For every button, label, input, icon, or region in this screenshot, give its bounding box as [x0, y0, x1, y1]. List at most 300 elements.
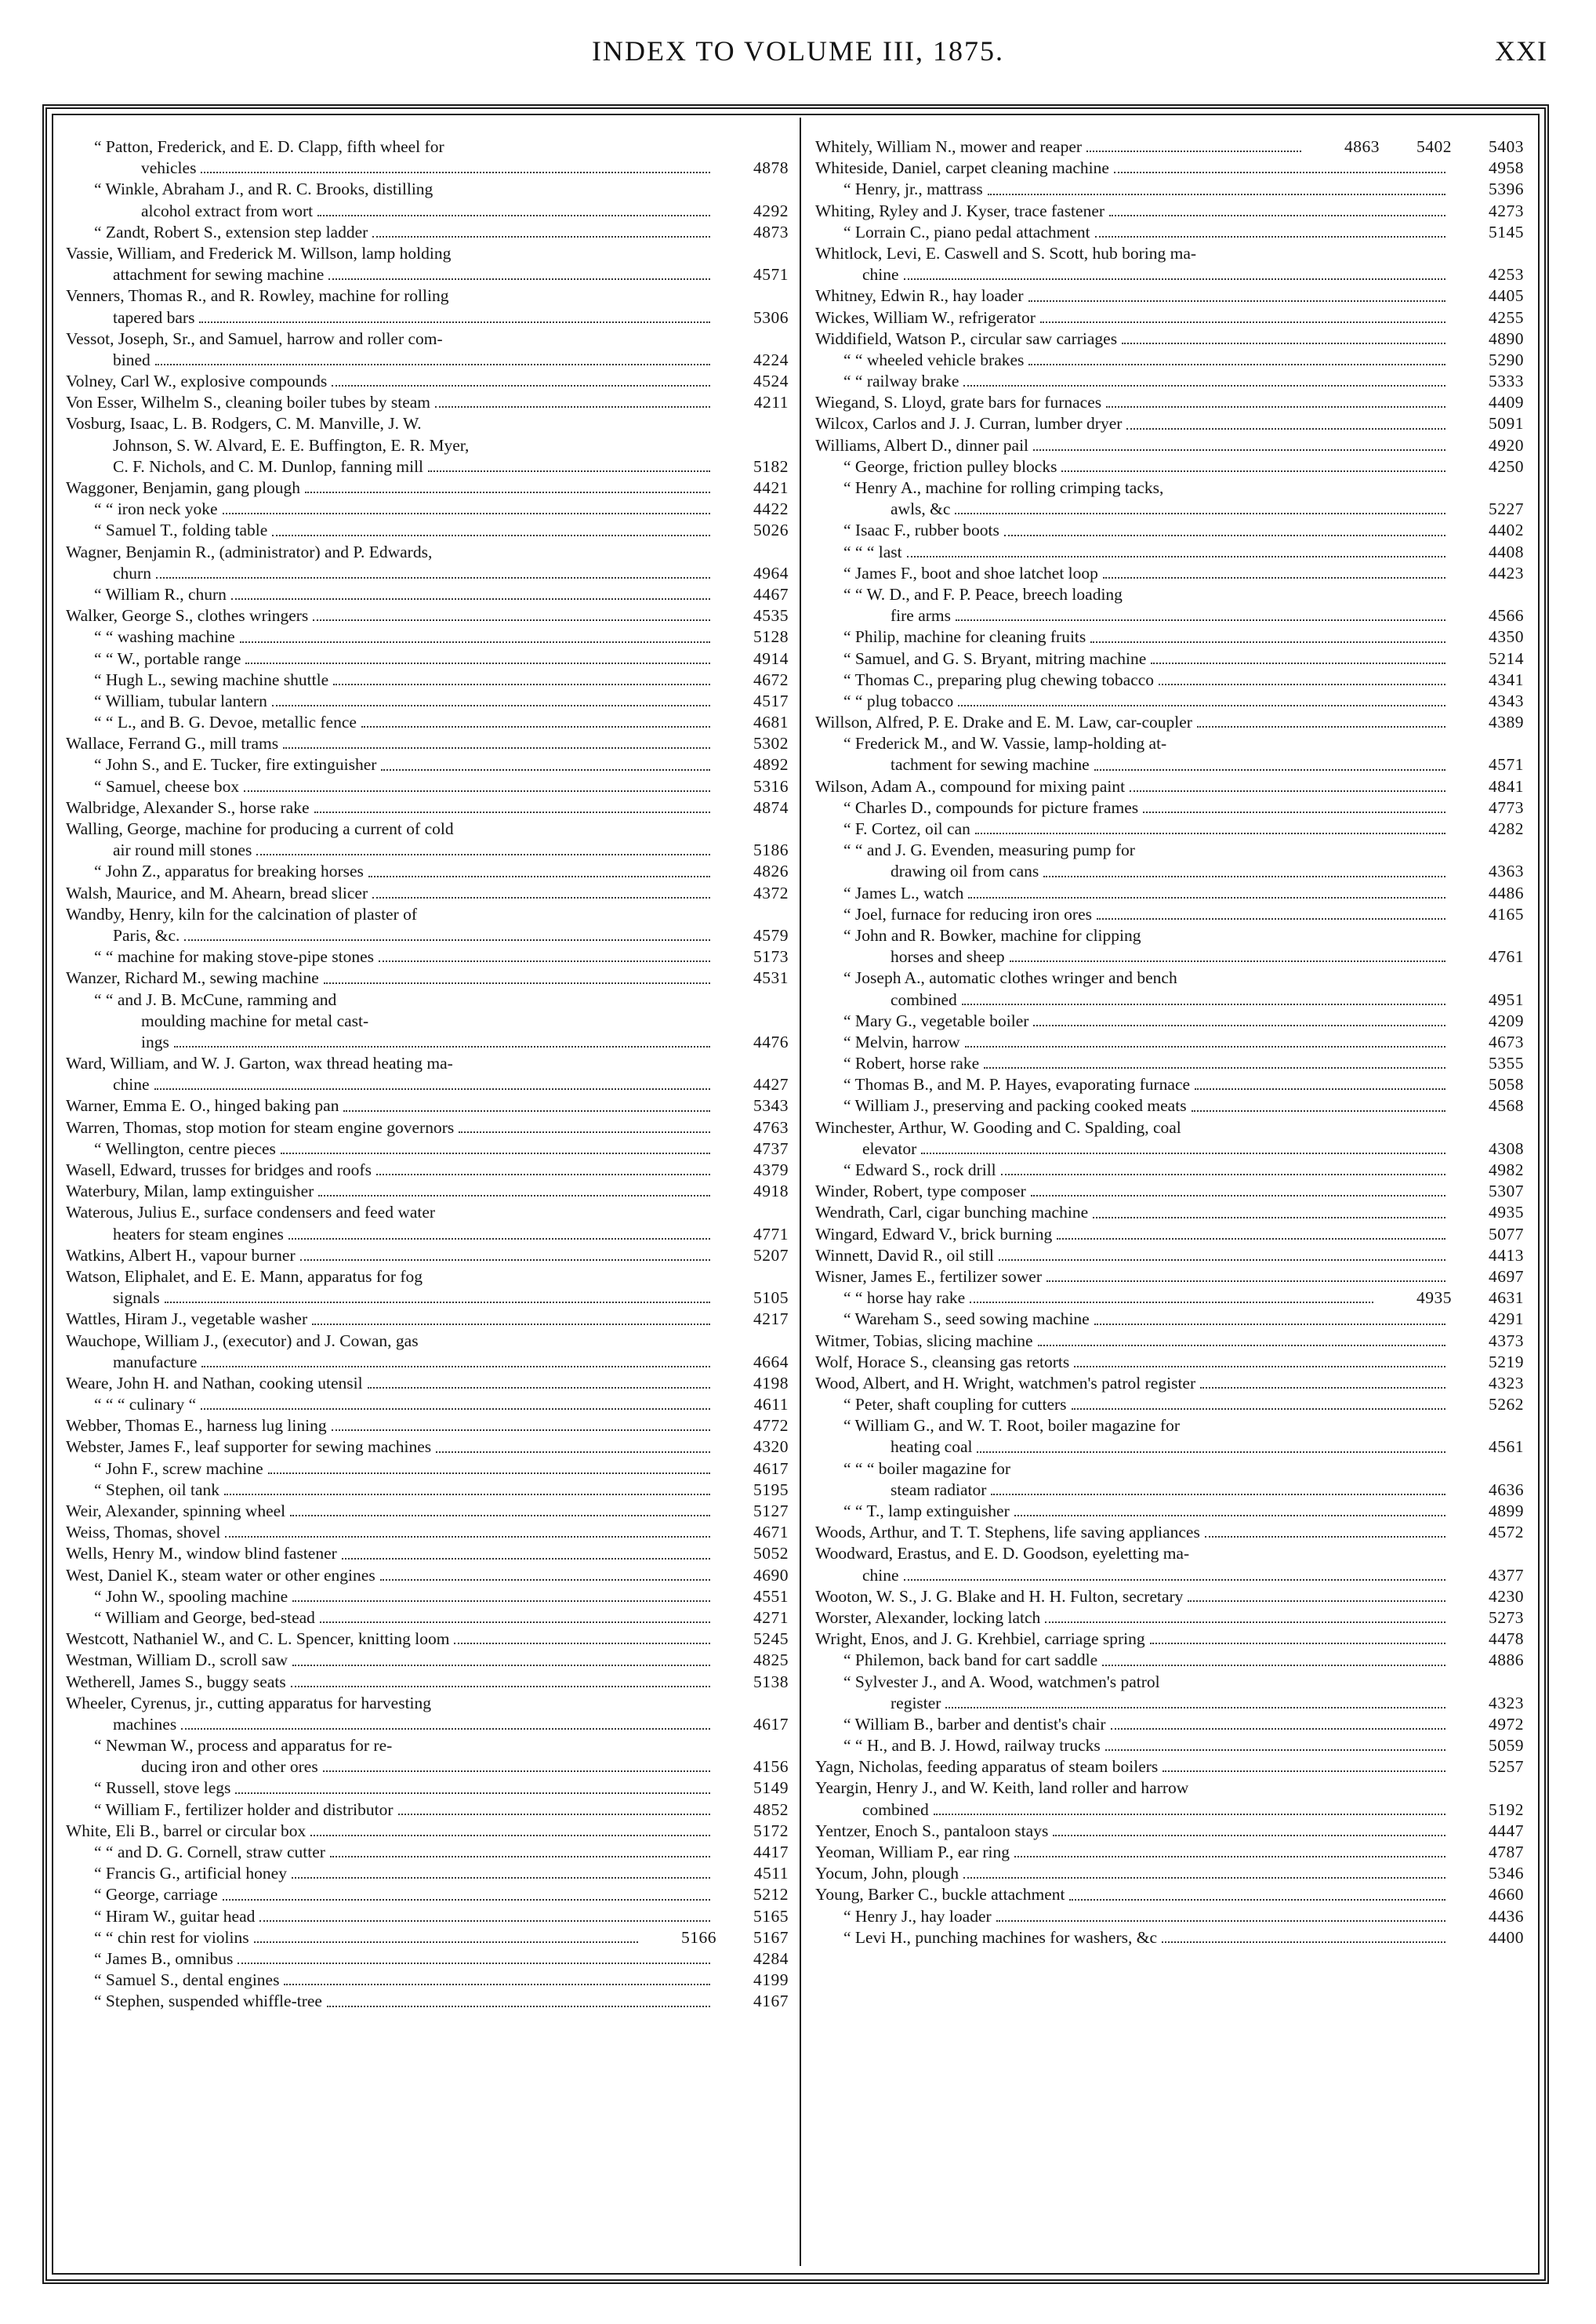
leader-dots — [996, 1245, 1450, 1266]
entry-text: Weiss, Thomas, shovel — [66, 1523, 221, 1542]
entry-text: “ Stephen, oil tank — [94, 1480, 220, 1499]
entry-text: Wilson, Adam A., compound for mixing paint — [815, 776, 1126, 796]
entry-text: Worster, Alexander, locking latch — [815, 1607, 1041, 1627]
entry-text: Woods, Arthur, and T. T. Stephens, life saving appliances — [815, 1523, 1200, 1542]
index-entry-line — [66, 1501, 789, 1522]
index-entry — [815, 1011, 1524, 1032]
index-entry-line — [815, 733, 1524, 754]
patent-number: 4571 — [1489, 755, 1524, 775]
leader-dots — [222, 1522, 715, 1543]
leader-dots — [196, 307, 715, 329]
index-column-right — [815, 136, 1524, 2269]
leader-dots — [161, 1287, 715, 1309]
index-entry — [815, 201, 1524, 222]
patent-number: 4413 — [1489, 1245, 1524, 1265]
index-entry — [815, 1160, 1524, 1181]
entry-text: Webster, James F., leaf supporter for sewing machines — [66, 1437, 432, 1457]
patent-number: 5105 — [753, 1288, 789, 1308]
index-entry — [815, 1309, 1524, 1330]
index-entry — [815, 1714, 1524, 1735]
index-entry-line — [66, 499, 789, 520]
index-entry-line — [66, 1352, 789, 1373]
index-entry — [815, 1650, 1524, 1671]
entry-text: Wandby, Henry, kiln for the calcination of plaster of — [66, 904, 418, 924]
index-entry-line — [66, 1735, 789, 1756]
index-entry-line — [66, 1522, 789, 1543]
patent-number: 4566 — [1489, 606, 1524, 626]
entry-text: “ Wareham S., seed sowing machine — [843, 1309, 1090, 1329]
leader-dots — [178, 1714, 715, 1735]
entry-text: Wooton, W. S., J. G. Blake and H. H. Fulton, secretary — [815, 1586, 1184, 1606]
index-entry-line — [66, 1586, 789, 1607]
index-entry-line — [815, 435, 1524, 456]
entry-text: heating coal — [890, 1437, 973, 1457]
patent-number: 5403 — [1489, 137, 1524, 156]
entry-text: “ Robert, horse rake — [843, 1054, 980, 1073]
patent-number: 4852 — [753, 1799, 789, 1819]
entry-text: Wattles, Hiram J., vegetable washer — [66, 1309, 308, 1329]
index-entry — [815, 542, 1524, 563]
patent-number: 4964 — [753, 563, 789, 583]
leader-dots — [1071, 1352, 1450, 1373]
entry-text: moulding machine for metal cast- — [141, 1011, 369, 1030]
index-entry — [66, 1884, 789, 1905]
index-entry — [815, 1181, 1524, 1202]
leader-dots — [251, 1927, 643, 1948]
entry-text: Wiegand, S. Lloyd, grate bars for furnaces — [815, 393, 1102, 412]
entry-text: “ William, tubular lantern — [94, 691, 267, 710]
index-entry-line — [66, 1224, 789, 1245]
entry-text: “ Joel, furnace for reducing iron ores — [843, 904, 1092, 924]
index-entry-line — [66, 201, 789, 222]
entry-text: “ “ “ culinary “ — [94, 1395, 197, 1414]
entry-text: bined — [113, 350, 151, 369]
index-entry-line — [815, 307, 1524, 329]
leader-dots — [1147, 1629, 1450, 1650]
index-entry — [815, 626, 1524, 648]
index-entry — [66, 819, 789, 861]
index-entry-line — [66, 136, 789, 158]
index-entry — [66, 754, 789, 775]
leader-dots — [1184, 1586, 1450, 1607]
entry-text: “ Stephen, suspended whiffle-tree — [94, 1992, 322, 2011]
patent-number: 4920 — [1489, 435, 1524, 455]
leader-dots — [378, 754, 715, 775]
patent-number: 4524 — [753, 372, 789, 391]
leader-dots — [198, 158, 715, 179]
index-entry-line — [815, 584, 1524, 605]
leader-dots — [310, 605, 715, 626]
index-entry — [66, 584, 789, 605]
index-entry-line — [66, 861, 789, 882]
index-entry-line — [66, 1799, 789, 1821]
leader-dots — [320, 1756, 715, 1777]
leader-dots — [1123, 413, 1450, 434]
entry-text: vehicles — [141, 158, 197, 178]
patent-number: 4273 — [1489, 201, 1524, 220]
index-entry — [66, 670, 789, 691]
patent-number: 5091 — [1489, 414, 1524, 434]
index-entry — [66, 1586, 789, 1607]
leader-dots — [1188, 1095, 1450, 1117]
patent-number: 4890 — [1489, 329, 1524, 348]
index-entry — [815, 797, 1524, 819]
patent-number: 5333 — [1489, 372, 1524, 391]
entry-text: ducing iron and other ores — [141, 1757, 318, 1777]
entry-text: Vessot, Joseph, Sr., and Samuel, harrow and roller com- — [66, 329, 443, 348]
index-entry-line — [815, 350, 1524, 371]
patent-number: 4217 — [753, 1309, 789, 1329]
leader-dots — [314, 201, 715, 222]
patent-number: 5307 — [1489, 1182, 1524, 1201]
index-entry-line — [66, 1032, 789, 1053]
index-entry — [66, 1181, 789, 1202]
index-entry — [66, 1245, 789, 1266]
leader-dots — [1094, 904, 1450, 925]
index-entry-line — [66, 1266, 789, 1287]
leader-dots — [955, 691, 1450, 712]
index-entry-line — [66, 712, 789, 733]
index-entry — [815, 1202, 1524, 1223]
leader-dots — [981, 1053, 1450, 1074]
leader-dots — [901, 264, 1450, 285]
patent-number: 4636 — [1489, 1480, 1524, 1499]
leader-dots — [340, 1095, 715, 1117]
leader-dots — [1159, 1927, 1450, 1948]
leader-dots — [1197, 1373, 1450, 1394]
index-entry-line — [815, 1032, 1524, 1053]
patent-number: 5165 — [753, 1906, 789, 1926]
patent-number: 4230 — [1489, 1586, 1524, 1606]
entry-text: Winnett, David R., oil still — [815, 1245, 994, 1265]
index-entry — [66, 1436, 789, 1458]
index-entry-line — [66, 158, 789, 179]
entry-text: “ Philemon, back band for cart saddle — [843, 1650, 1098, 1670]
entry-text: Yagn, Nicholas, feeding apparatus of steam boilers — [815, 1757, 1159, 1777]
entry-text: “ “ wheeled vehicle brakes — [843, 350, 1025, 369]
patent-number: 5214 — [1489, 648, 1524, 668]
index-entry-line — [815, 1799, 1524, 1821]
entry-text: Walling, George, machine for producing a current of cold — [66, 819, 454, 838]
patent-number: 4572 — [1489, 1523, 1524, 1542]
index-entry-line — [66, 392, 789, 413]
entry-text: Willson, Alfred, P. E. Drake and E. M. Law, car-coupler — [815, 713, 1192, 732]
patent-number: 4379 — [753, 1160, 789, 1179]
index-entry — [66, 990, 789, 1054]
patent-number: 4918 — [753, 1182, 789, 1201]
patent-number: 4422 — [753, 499, 789, 519]
index-entry-line — [815, 1373, 1524, 1394]
entry-text: West, Daniel K., steam water or other engines — [66, 1565, 375, 1585]
patent-number: 4826 — [753, 862, 789, 881]
patent-number: 5212 — [753, 1885, 789, 1905]
index-entry — [66, 1095, 789, 1117]
patent-number: 5290 — [1489, 350, 1524, 369]
index-entry-line — [66, 413, 789, 434]
leader-dots — [365, 861, 715, 882]
patent-number: 4282 — [1489, 819, 1524, 838]
entry-text: “ “ and D. G. Cornell, straw cutter — [94, 1843, 325, 1861]
patent-number: 5145 — [1489, 222, 1524, 241]
leader-dots — [1108, 1714, 1450, 1735]
entry-text: “ Sylvester J., and A. Wood, watchmen's patrol — [843, 1672, 1160, 1691]
index-entry — [66, 1970, 789, 1991]
patent-number: 5346 — [1489, 1864, 1524, 1883]
index-entry-line — [815, 563, 1524, 584]
patent-number: 4427 — [753, 1075, 789, 1095]
entry-text: Wallace, Ferrand G., mill trams — [66, 734, 279, 753]
index-entry — [815, 1331, 1524, 1352]
index-entry — [815, 1777, 1524, 1820]
patent-number: 4405 — [1489, 286, 1524, 306]
patent-number: 4568 — [1489, 1096, 1524, 1116]
entry-text: Winchester, Arthur, W. Gooding and C. Spalding, coal — [815, 1117, 1181, 1137]
leader-dots — [1091, 1309, 1450, 1330]
patent-number: 4697 — [1489, 1266, 1524, 1286]
index-entry-line — [815, 861, 1524, 882]
index-entry-line — [815, 1565, 1524, 1586]
index-entry-line — [66, 1373, 789, 1394]
entry-text: “ William G., and W. T. Root, boiler magazine for — [843, 1416, 1181, 1436]
index-entry — [66, 478, 789, 499]
index-entry — [815, 733, 1524, 775]
index-entry-line — [815, 1074, 1524, 1095]
index-entry — [66, 1522, 789, 1543]
entry-text: “ Hiram W., guitar head — [94, 1906, 256, 1926]
entry-text: Yocum, John, plough — [815, 1864, 959, 1883]
index-entry — [66, 520, 789, 541]
index-entry-line — [66, 1053, 789, 1074]
patent-number: 4617 — [753, 1458, 789, 1478]
entry-text: “ “ horse hay rake — [843, 1288, 966, 1308]
patent-number: 4421 — [753, 478, 789, 497]
patent-number: 4863 — [1344, 137, 1380, 156]
index-entry-line — [815, 1693, 1524, 1714]
index-entry-line — [815, 243, 1524, 264]
index-entry — [66, 691, 789, 712]
patent-number: 4825 — [753, 1650, 789, 1670]
index-entry-line — [815, 1629, 1524, 1650]
index-entry-line — [815, 1224, 1524, 1245]
leader-dots — [1102, 1735, 1450, 1756]
index-entry — [66, 1415, 789, 1436]
leader-dots — [1066, 1884, 1450, 1905]
leader-dots — [198, 1352, 715, 1373]
entry-text: Wauchope, William J., (executor) and J. Cowan, gas — [66, 1331, 419, 1350]
entry-text: “ “ iron neck yoke — [94, 499, 218, 519]
index-entry-line — [66, 179, 789, 200]
index-entry — [815, 1927, 1524, 1948]
patent-number: 5182 — [753, 456, 789, 476]
entry-text: “ George, friction pulley blocks — [843, 456, 1057, 476]
entry-text: attachment for sewing machine — [113, 265, 325, 285]
index-entry-line — [66, 1821, 789, 1842]
index-entry — [815, 520, 1524, 541]
index-entry — [815, 1352, 1524, 1373]
index-entry-line — [66, 285, 789, 307]
leader-dots — [972, 819, 1450, 840]
index-entry-line — [66, 1629, 789, 1650]
entry-text: Whiting, Ryley and J. Kyser, trace fastener — [815, 201, 1105, 220]
entry-text: tachment for sewing machine — [890, 755, 1090, 775]
leader-dots — [281, 1970, 715, 1991]
index-entry — [66, 1777, 789, 1799]
entry-text: Wetherell, James S., buggy seats — [66, 1672, 286, 1691]
index-entry-line — [815, 542, 1524, 563]
index-entry-line — [815, 925, 1524, 946]
entry-text: “ Levi H., punching machines for washers, &c — [843, 1927, 1158, 1947]
entry-text: Wells, Henry M., window blind fastener — [66, 1544, 337, 1563]
patent-number: 4320 — [753, 1437, 789, 1457]
patent-number: 4165 — [1489, 904, 1524, 924]
entry-text: Paris, &c. — [113, 925, 180, 945]
index-entry — [66, 1842, 789, 1863]
patent-number: 4935 — [1489, 1203, 1524, 1222]
leader-dots — [1050, 1821, 1450, 1842]
leader-dots — [1054, 1224, 1450, 1245]
leader-dots — [1103, 392, 1450, 413]
entry-text: fire arms — [890, 606, 952, 626]
index-entry — [66, 1331, 789, 1373]
leader-dots — [1025, 285, 1450, 307]
index-entry-line — [815, 1650, 1524, 1671]
leader-dots — [1001, 520, 1450, 541]
leader-dots — [967, 1287, 1378, 1309]
patent-number: 4899 — [1489, 1502, 1524, 1520]
index-entry-line — [66, 1287, 789, 1309]
index-entry — [815, 307, 1524, 329]
patent-number: 4878 — [753, 158, 789, 178]
patent-number: 5245 — [753, 1629, 789, 1649]
index-entry — [66, 329, 789, 371]
entry-text: White, Eli B., barrel or circular box — [66, 1821, 307, 1840]
entry-text: “ F. Cortez, oil can — [843, 819, 970, 838]
index-entry-line — [66, 1458, 789, 1480]
page-number: XXI — [1495, 35, 1547, 67]
index-entry-line — [66, 670, 789, 691]
index-entry-line — [815, 946, 1524, 968]
patent-number: 4476 — [753, 1032, 789, 1051]
index-entry-line — [66, 1095, 789, 1117]
leader-dots — [942, 1693, 1450, 1714]
index-entry — [815, 1629, 1524, 1650]
index-entry — [66, 1863, 789, 1884]
patent-number: 4914 — [753, 648, 789, 668]
entry-text: machines — [113, 1714, 177, 1734]
index-entry — [66, 542, 789, 584]
index-entry — [66, 1672, 789, 1693]
patent-number: 5128 — [753, 627, 789, 647]
leader-dots — [918, 1138, 1450, 1160]
index-entry — [66, 1394, 789, 1415]
index-entry-line — [815, 1821, 1524, 1842]
patent-number: 4631 — [1489, 1288, 1524, 1308]
entry-text: Wright, Enos, and J. G. Krehbiel, carriage spring — [815, 1629, 1145, 1649]
patent-number: 4561 — [1489, 1437, 1524, 1457]
index-entry — [66, 605, 789, 626]
index-entry-line — [66, 1927, 789, 1948]
index-entry — [66, 499, 789, 520]
index-entry-line — [66, 1650, 789, 1671]
index-entry-line — [66, 1309, 789, 1330]
patent-number: 5077 — [1489, 1224, 1524, 1244]
index-entry — [815, 883, 1524, 904]
leader-dots — [228, 584, 715, 605]
index-entry-line — [66, 371, 789, 392]
index-entry-line — [815, 1011, 1524, 1032]
index-entry-line — [66, 1415, 789, 1436]
leader-dots — [952, 499, 1450, 520]
leader-dots — [328, 371, 715, 392]
index-entry — [815, 179, 1524, 200]
index-entry — [815, 1842, 1524, 1863]
index-entry — [815, 1884, 1524, 1905]
index-entry-line — [815, 670, 1524, 691]
index-entry — [66, 1501, 789, 1522]
index-entry-line — [815, 1884, 1524, 1905]
patent-number: 4402 — [1489, 521, 1524, 540]
patent-number: 5149 — [753, 1778, 789, 1798]
leader-dots — [321, 968, 715, 989]
index-entry — [66, 1117, 789, 1138]
index-entry — [815, 670, 1524, 691]
index-entry-line — [815, 1415, 1524, 1436]
column-divider — [800, 118, 801, 2266]
index-entry-line — [66, 520, 789, 541]
index-entry — [815, 413, 1524, 434]
entry-text: Wanzer, Richard M., sewing machine — [66, 968, 319, 988]
leader-dots — [1111, 158, 1450, 179]
leader-dots — [288, 1672, 715, 1693]
index-entry-line — [66, 1884, 789, 1905]
leader-dots — [433, 1436, 715, 1458]
index-entry-line — [815, 648, 1524, 670]
leader-dots — [307, 1821, 715, 1842]
leader-dots — [221, 1480, 715, 1501]
index-entry — [66, 1309, 789, 1330]
entry-text: C. F. Nichols, and C. M. Dunlop, fanning mill — [113, 456, 424, 476]
patent-number: 4486 — [1489, 883, 1524, 902]
index-entry-line — [66, 1970, 789, 1991]
patent-number: 4761 — [1489, 947, 1524, 967]
patent-number: 5262 — [1489, 1395, 1524, 1414]
index-entry — [66, 1565, 789, 1586]
entry-text: Walsh, Maurice, and M. Ahearn, bread slicer — [66, 883, 368, 902]
index-entry-line — [815, 712, 1524, 733]
index-entry-line — [815, 1458, 1524, 1480]
index-entry-line — [815, 520, 1524, 541]
index-entry-line — [815, 1906, 1524, 1927]
leader-dots — [1092, 222, 1450, 243]
index-entry-line — [815, 179, 1524, 200]
patent-number: 4660 — [1489, 1885, 1524, 1905]
index-entry-line — [815, 776, 1524, 797]
leader-dots — [1040, 861, 1450, 882]
index-entry — [66, 1543, 789, 1564]
index-entry-line — [815, 1863, 1524, 1884]
index-entry-line — [815, 1522, 1524, 1543]
patent-number: 4409 — [1489, 393, 1524, 412]
index-entry — [66, 222, 789, 243]
index-entry — [815, 435, 1524, 456]
index-entry-line — [66, 1011, 789, 1032]
leader-dots — [171, 1032, 715, 1053]
index-entry — [66, 1373, 789, 1394]
index-entry — [815, 158, 1524, 179]
index-entry-line — [815, 840, 1524, 861]
leader-dots — [960, 1863, 1450, 1884]
leader-dots — [219, 499, 715, 520]
